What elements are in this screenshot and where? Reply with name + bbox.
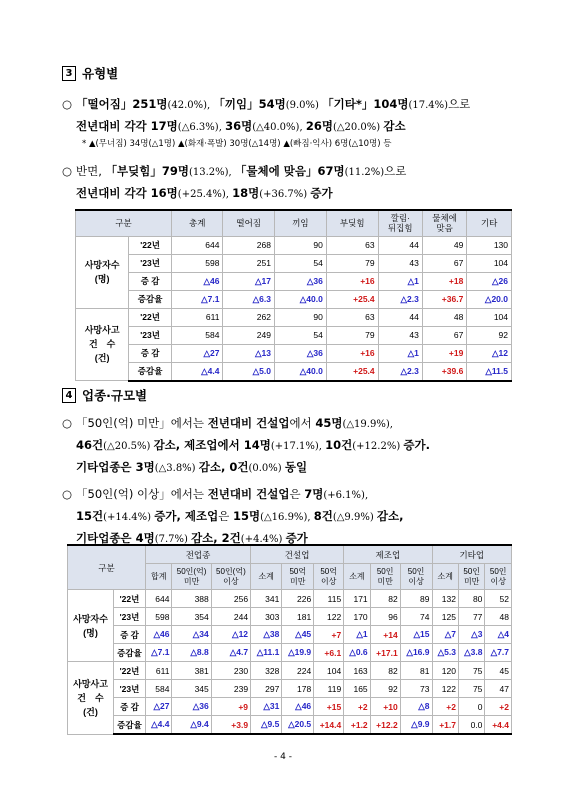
table-cell: +14 bbox=[370, 626, 400, 644]
subheader-cell: 소계 bbox=[251, 564, 282, 590]
table-cell: 170 bbox=[344, 608, 370, 626]
table-cell: △4.4 bbox=[171, 362, 223, 381]
table-cell: 354 bbox=[172, 608, 211, 626]
table-cell: △31 bbox=[251, 698, 282, 716]
table-cell: 297 bbox=[251, 680, 282, 698]
table-cell: 92 bbox=[467, 326, 512, 344]
header-cell: 물체에 맞음 bbox=[422, 210, 466, 236]
table-cell: 79 bbox=[326, 254, 378, 272]
table-cell: 0.0 bbox=[458, 716, 484, 735]
table-cell: 171 bbox=[344, 590, 370, 608]
table-cell: +14.4 bbox=[314, 716, 344, 735]
table-cell: 178 bbox=[282, 680, 314, 698]
table-cell: 130 bbox=[467, 236, 512, 254]
table-cell: +6.1 bbox=[314, 644, 344, 662]
table-cell: △19.9 bbox=[282, 644, 314, 662]
table-cell: 115 bbox=[314, 590, 344, 608]
table-cell: 96 bbox=[370, 608, 400, 626]
header-cell: 떨어짐 bbox=[223, 210, 275, 236]
table-row bbox=[76, 308, 512, 326]
paragraph-over-50: ○ 「50인(억) 이상」에서는 전년대비 건설업은 7명(+6.1%), 15건(+14.4%) 증가, 제조업은 15명(△16.9%), 8건(△9.9%) 감소, 기타업종은 4명(7.7%) 감소, 2건(+4.4%) 증가 bbox=[62, 484, 404, 550]
row-label: 증감율 bbox=[114, 644, 146, 662]
table-cell: 104 bbox=[314, 662, 344, 680]
table-cell: 75 bbox=[458, 662, 484, 680]
table-cell: +36.7 bbox=[422, 290, 466, 308]
paragraph-hit-stats: ○ 반면, 「부딪힘」79명(13.2%), 「물체에 맞음」67명(11.2%)으로 전년대비 각각 16명(+25.4%), 18명(+36.7%) 증가 bbox=[62, 161, 406, 205]
table-cell: +15 bbox=[314, 698, 344, 716]
table-cell: +2 bbox=[485, 698, 512, 716]
table-cell: 230 bbox=[211, 662, 250, 680]
table-cell: △7.1 bbox=[171, 290, 223, 308]
table-cell: △46 bbox=[282, 698, 314, 716]
paragraph-fall-stats: ○ 「떨어짐」251명(42.0%), 「끼임」54명(9.0%) 「기타*」104명(17.4%)으로 전년대비 각각 17명(△6.3%), 36명(△40.0%), 26명(△20.0%) 감소 bbox=[62, 94, 470, 138]
table-cell: 49 bbox=[422, 236, 466, 254]
section-4-heading bbox=[62, 386, 147, 404]
table-cell: 81 bbox=[400, 662, 432, 680]
table-cell: △4.7 bbox=[211, 644, 250, 662]
table-row bbox=[68, 644, 512, 662]
table-cell: +12.2 bbox=[370, 716, 400, 735]
table-cell: △12 bbox=[467, 344, 512, 362]
table-cell: 90 bbox=[274, 308, 326, 326]
table-cell: 132 bbox=[432, 590, 458, 608]
table-row bbox=[76, 326, 512, 344]
table-cell: 67 bbox=[422, 254, 466, 272]
header-cell: 총계 bbox=[171, 210, 223, 236]
row-label: '23년 bbox=[114, 608, 146, 626]
table-cell: 249 bbox=[223, 326, 275, 344]
header-cell: 건설업 bbox=[251, 545, 344, 564]
table-cell: +2 bbox=[344, 698, 370, 716]
table-cell: 268 bbox=[223, 236, 275, 254]
row-label: '22년 bbox=[114, 590, 146, 608]
table-cell: 48 bbox=[485, 608, 512, 626]
table-cell: +1.7 bbox=[432, 716, 458, 735]
table-cell: 644 bbox=[171, 236, 223, 254]
table-cell: 44 bbox=[378, 308, 422, 326]
table-cell: 303 bbox=[251, 608, 282, 626]
header-cell: 깔림· 뒤집힘 bbox=[378, 210, 422, 236]
table-row bbox=[68, 716, 512, 735]
row-label: 증 감 bbox=[129, 344, 172, 362]
table-cell: △9.9 bbox=[400, 716, 432, 735]
subheader-cell: 합계 bbox=[146, 564, 172, 590]
table-cell: +18 bbox=[422, 272, 466, 290]
header-cell: 기타 bbox=[467, 210, 512, 236]
table-cell: △7 bbox=[432, 626, 458, 644]
table-row bbox=[76, 236, 512, 254]
table-cell: 92 bbox=[370, 680, 400, 698]
table-row bbox=[76, 272, 512, 290]
row-label: '23년 bbox=[114, 680, 146, 698]
table-cell: 45 bbox=[485, 662, 512, 680]
table-cell: 165 bbox=[344, 680, 370, 698]
table-cell: △17 bbox=[223, 272, 275, 290]
table-cell: +25.4 bbox=[326, 290, 378, 308]
table-cell: 598 bbox=[171, 254, 223, 272]
table-row bbox=[76, 362, 512, 381]
table-cell: +1.2 bbox=[344, 716, 370, 735]
table-cell: 381 bbox=[172, 662, 211, 680]
table-cell: 122 bbox=[432, 680, 458, 698]
row-label: 증감율 bbox=[114, 716, 146, 735]
table-cell: 80 bbox=[458, 590, 484, 608]
header-cell: 부딪힘 bbox=[326, 210, 378, 236]
table-cell: +4.4 bbox=[485, 716, 512, 735]
table-cell: △40.0 bbox=[274, 290, 326, 308]
table-cell: 584 bbox=[171, 326, 223, 344]
row-group-label: 사망사고 건 수 (건) bbox=[68, 662, 114, 735]
table-cell: +10 bbox=[370, 698, 400, 716]
table-cell: △11.1 bbox=[251, 644, 282, 662]
table-cell: △26 bbox=[467, 272, 512, 290]
table-cell: 43 bbox=[378, 254, 422, 272]
row-label: 증감율 bbox=[129, 290, 172, 308]
table-cell: △11.5 bbox=[467, 362, 512, 381]
table-cell: △27 bbox=[171, 344, 223, 362]
table-cell: +3.9 bbox=[211, 716, 250, 735]
table-cell: 125 bbox=[432, 608, 458, 626]
row-label: 증감율 bbox=[129, 362, 172, 381]
table-cell: 226 bbox=[282, 590, 314, 608]
table-row bbox=[68, 626, 512, 644]
table-cell: 52 bbox=[485, 590, 512, 608]
table-cell: 584 bbox=[146, 680, 172, 698]
subheader-cell: 50억 미만 bbox=[282, 564, 314, 590]
table-cell: +9 bbox=[211, 698, 250, 716]
table-cell: 120 bbox=[432, 662, 458, 680]
header-cell: 제조업 bbox=[344, 545, 432, 564]
table-cell: 341 bbox=[251, 590, 282, 608]
table-cell: △5.3 bbox=[432, 644, 458, 662]
table-cell: 89 bbox=[400, 590, 432, 608]
table-cell: △1 bbox=[378, 272, 422, 290]
table-cell: 611 bbox=[171, 308, 223, 326]
circle-bullet-icon: ○ bbox=[62, 97, 73, 111]
table-cell: △3 bbox=[458, 626, 484, 644]
table-cell: △3.8 bbox=[458, 644, 484, 662]
circle-bullet-icon: ○ bbox=[62, 164, 73, 178]
table-row bbox=[68, 590, 512, 608]
header-cell: 끼임 bbox=[274, 210, 326, 236]
table-cell: △27 bbox=[146, 698, 172, 716]
table-cell: △16.9 bbox=[400, 644, 432, 662]
subheader-cell: 소계 bbox=[344, 564, 370, 590]
table-cell: 82 bbox=[370, 662, 400, 680]
table-cell: 63 bbox=[326, 236, 378, 254]
table-cell: +25.4 bbox=[326, 362, 378, 381]
table-cell: 79 bbox=[326, 326, 378, 344]
table-row bbox=[68, 662, 512, 680]
accident-type-table bbox=[75, 209, 512, 382]
subheader-cell: 50억 이상 bbox=[314, 564, 344, 590]
table-cell: 82 bbox=[370, 590, 400, 608]
section-title: 유형별 bbox=[82, 66, 119, 81]
table-cell: +2 bbox=[432, 698, 458, 716]
table-cell: 262 bbox=[223, 308, 275, 326]
row-label: '23년 bbox=[129, 254, 172, 272]
table-cell: △5.0 bbox=[223, 362, 275, 381]
table-cell: 54 bbox=[274, 326, 326, 344]
industry-size-table bbox=[67, 544, 512, 735]
row-label: '22년 bbox=[129, 308, 172, 326]
table-cell: +7 bbox=[314, 626, 344, 644]
section-3-heading bbox=[62, 64, 118, 82]
table-cell: 256 bbox=[211, 590, 250, 608]
row-label: '23년 bbox=[129, 326, 172, 344]
table-cell: △2.3 bbox=[378, 290, 422, 308]
table-cell: 0 bbox=[458, 698, 484, 716]
table-cell: +19 bbox=[422, 344, 466, 362]
header-cell: 전업종 bbox=[146, 545, 251, 564]
table-cell: △2.3 bbox=[378, 362, 422, 381]
table-cell: +16 bbox=[326, 344, 378, 362]
table-cell: 75 bbox=[458, 680, 484, 698]
row-group-label: 사망사고 건 수 (건) bbox=[76, 308, 129, 381]
table-cell: +16 bbox=[326, 272, 378, 290]
circle-bullet-icon: ○ bbox=[62, 416, 73, 430]
subheader-cell: 50인 미만 bbox=[370, 564, 400, 590]
table-cell: 239 bbox=[211, 680, 250, 698]
subheader-cell: 소계 bbox=[432, 564, 458, 590]
table-cell: △8 bbox=[400, 698, 432, 716]
table-cell: 611 bbox=[146, 662, 172, 680]
table-cell: 47 bbox=[485, 680, 512, 698]
table-cell: △1 bbox=[344, 626, 370, 644]
row-label: '22년 bbox=[114, 662, 146, 680]
table-row bbox=[76, 254, 512, 272]
section-number: 3 bbox=[62, 66, 76, 81]
table-cell: 104 bbox=[467, 254, 512, 272]
table-cell: 388 bbox=[172, 590, 211, 608]
table-cell: 43 bbox=[378, 326, 422, 344]
table-cell: 54 bbox=[274, 254, 326, 272]
table-cell: △45 bbox=[282, 626, 314, 644]
table-cell: +39.6 bbox=[422, 362, 466, 381]
table-cell: △38 bbox=[251, 626, 282, 644]
section-number: 4 bbox=[62, 388, 76, 403]
row-label: 증 감 bbox=[129, 272, 172, 290]
subheader-cell: 50인 미만 bbox=[458, 564, 484, 590]
table-cell: △12 bbox=[211, 626, 250, 644]
table-cell: 119 bbox=[314, 680, 344, 698]
table-cell: △9.5 bbox=[251, 716, 282, 735]
row-group-label: 사망자수 (명) bbox=[68, 590, 114, 662]
table-cell: 224 bbox=[282, 662, 314, 680]
table-cell: △0.6 bbox=[344, 644, 370, 662]
page-number: - 4 - bbox=[274, 752, 292, 762]
table-cell: 598 bbox=[146, 608, 172, 626]
table-cell: △8.8 bbox=[172, 644, 211, 662]
circle-bullet-icon: ○ bbox=[62, 487, 73, 501]
table-cell: 48 bbox=[422, 308, 466, 326]
table-cell: +17.1 bbox=[370, 644, 400, 662]
table-row bbox=[68, 680, 512, 698]
table-cell: △6.3 bbox=[223, 290, 275, 308]
table-cell: △20.5 bbox=[282, 716, 314, 735]
table-cell: △9.4 bbox=[172, 716, 211, 735]
table-cell: △36 bbox=[172, 698, 211, 716]
table-cell: △40.0 bbox=[274, 362, 326, 381]
table-cell: 644 bbox=[146, 590, 172, 608]
table-cell: △4.4 bbox=[146, 716, 172, 735]
table-cell: △1 bbox=[378, 344, 422, 362]
table-cell: △13 bbox=[223, 344, 275, 362]
table-cell: △36 bbox=[274, 272, 326, 290]
table-cell: △15 bbox=[400, 626, 432, 644]
table-cell: 90 bbox=[274, 236, 326, 254]
table-cell: 67 bbox=[422, 326, 466, 344]
paragraph-under-50: ○ 「50인(억) 미만」에서는 전년대비 건설업에서 45명(△19.9%), 46건(△20.5%) 감소, 제조업에서 14명(+17.1%), 10건(+12.2%) 증가. 기타업종은 3명(△3.8%) 감소, 0건(0.0%) 동일 bbox=[62, 413, 430, 479]
table-cell: 63 bbox=[326, 308, 378, 326]
table-cell: △4 bbox=[485, 626, 512, 644]
table-cell: △7.7 bbox=[485, 644, 512, 662]
table-cell: 328 bbox=[251, 662, 282, 680]
table-cell: 122 bbox=[314, 608, 344, 626]
table-cell: 44 bbox=[378, 236, 422, 254]
table-cell: 244 bbox=[211, 608, 250, 626]
section-title: 업종·규모별 bbox=[82, 388, 148, 403]
table-cell: 181 bbox=[282, 608, 314, 626]
subheader-cell: 50인(억) 이상 bbox=[211, 564, 250, 590]
table-cell: △46 bbox=[171, 272, 223, 290]
table-cell: 73 bbox=[400, 680, 432, 698]
row-label: 증 감 bbox=[114, 698, 146, 716]
subheader-cell: 50인 이상 bbox=[485, 564, 512, 590]
subheader-cell: 50인(억) 미만 bbox=[172, 564, 211, 590]
table-cell: 345 bbox=[172, 680, 211, 698]
table-cell: 74 bbox=[400, 608, 432, 626]
header-cell: 구분 bbox=[76, 210, 172, 236]
subheader-cell: 50인 이상 bbox=[400, 564, 432, 590]
footnote: * ▲(무너짐) 34명(△1명) ▲(화재·폭발) 30명(△14명) ▲(빠짐·익사) 6명(△10명) 등 bbox=[82, 139, 392, 149]
table-cell: △46 bbox=[146, 626, 172, 644]
table-cell: 251 bbox=[223, 254, 275, 272]
table-cell: 104 bbox=[467, 308, 512, 326]
header-cell: 구분 bbox=[68, 545, 146, 590]
table-row bbox=[68, 608, 512, 626]
row-label: 증 감 bbox=[114, 626, 146, 644]
table-cell: △20.0 bbox=[467, 290, 512, 308]
table-cell: △7.1 bbox=[146, 644, 172, 662]
row-label: '22년 bbox=[129, 236, 172, 254]
table-cell: 77 bbox=[458, 608, 484, 626]
table-row bbox=[76, 344, 512, 362]
row-group-label: 사망자수 (명) bbox=[76, 236, 129, 308]
table-cell: △34 bbox=[172, 626, 211, 644]
table-row bbox=[68, 698, 512, 716]
table-row bbox=[76, 290, 512, 308]
table-cell: △36 bbox=[274, 344, 326, 362]
header-cell: 기타업 bbox=[432, 545, 511, 564]
table-cell: 163 bbox=[344, 662, 370, 680]
